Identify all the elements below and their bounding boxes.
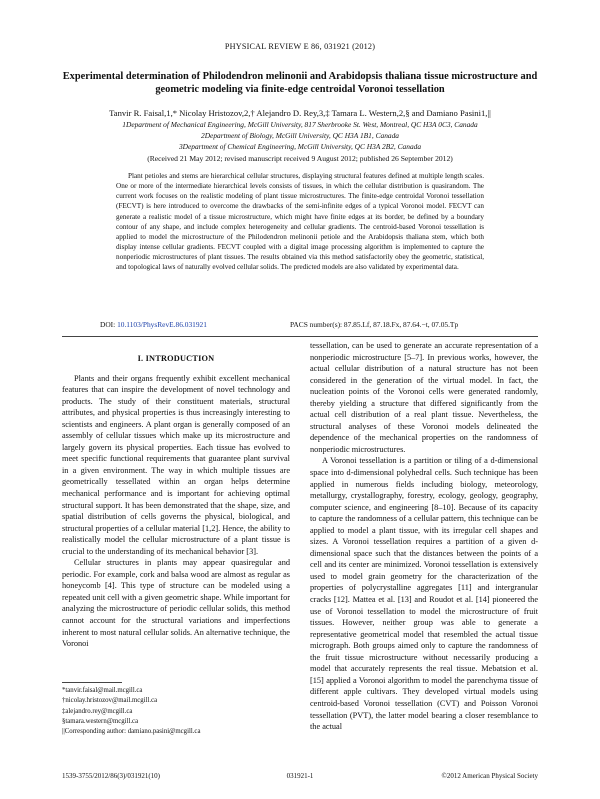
- section-heading: I. INTRODUCTION: [137, 354, 215, 363]
- affiliation-2: 2Department of Biology, McGill University, QC H3A 1B1, Canada: [201, 131, 399, 140]
- abstract: Plant petioles and stems are hierarchical cellular structures, displaying structural features defined at multiple length scales. One or more of the intermediate hierarchical levels consists of tissues, in which the cellular distribution is quasirandom. The current work focuses on the realistic modeling of plant tissue microstructures. The finite-edge centroidal Voronoi tessellation (FECVT) is here introduced to overcome the drawbacks of the semi-infinite edges of a typical Voronoi model. FECVT can generate a realistic model of a tissue microstructure, which might have finite edges at its border, be defined by a boundary contour of any shape, and include complex heterogeneity and cellular gradients. The centroid-based Voronoi tessellation is applied to model the microstructure of the Philodendron melinonii petiole and the Arabidopsis thaliana stem, which both display intense cellular gradients. FECVT coupled with a digital image processing algorithm is implemented to capture the nonperiodic microstructures of plant tissues. The results obtained via this method satisfactorily obey the geometric, statistical, and topological laws of naturally evolved cellular solids. The predicted models are also validated by experimental data.: [116, 172, 484, 272]
- footnote-email: †nicolay.hristozov@mail.mcgill.ca: [62, 697, 158, 705]
- footnote-divider: [62, 682, 122, 683]
- paper-title: Experimental determination of Philodendron melinonii and Arabidopsis thaliana tissue microstructure and geometric modeling via finite-edge centroidal Voronoi tessellation: [62, 71, 538, 95]
- footnote-email: §tamara.western@mcgill.ca: [62, 717, 139, 725]
- footnotes: [62, 686, 290, 737]
- header-divider: [62, 336, 538, 337]
- intro-paragraph-2: Cellular structures in plants may appear quasiregular and periodic. For example, cork and balsa wood are almost as regular as honeycomb [4]. This type of structure can be modeled using a repeated unit cell with a given geometric shape. While important for analyzing the microstructure of periodic cellular solids, this method cannot account for the structural variations and imperfections inherent to most natural cellular solids. An alternative technique, the Voronoi: [62, 558, 290, 649]
- doi-label: DOI:: [100, 320, 116, 329]
- intro-paragraph-4: A Voronoi tessellation is a partition or tiling of a d-dimensional space into d-dimensional polyhedral cells. Such technique has been applied in numerous fields including biology, meteorology, metallurgy, crystallography, forestry, ecology, geology, geography, computer science, and engineering [8–10]. Because of its capacity to capture the randomness of a cellular pattern, this technique can be applied to model a plant tissue, with its irregular cell shapes and sizes. A Voronoi tessellation requires a partition of a given d-dimensional space such that the distances between the points of a cell and its center are minimized. Voronoi tessellation is extensively used to model grain geometry for the characterization of the properties of polycrystalline aggregates [11] and intergranular cracks [12]. Mattea et al. [13] and Roudot et al. [14] pioneered the use of Voronoi tessellation to model the microstructure of fruit tissues. However, neither group was able to generate a representative geometrical model that resembled the actual tissue micrograph. Both groups aimed only to capture the randomness of the fruit tissue microstructure without necessarily producing a model that accurately represents the real tissue. Mebatsion et al. [15] applied a Voronoi algorithm to model the parenchyma tissue of different apple cultivars. They developed virtual models using centroid-based Voronoi tessellation (CVT) and Poisson Voronoi tessellation (PVT), the latter model bearing a closer resemblance to the actual: [310, 456, 538, 732]
- affiliation-1: 1Department of Mechanical Engineering, McGill University, 817 Sherbrooke St. West, Montreal, QC H3A 0C3, Canada: [122, 120, 478, 129]
- footnote-email: ‡alejandro.rey@mcgill.ca: [62, 707, 133, 715]
- footer-page-number: 031921-1: [286, 772, 314, 780]
- left-column: [62, 353, 290, 650]
- pacs-numbers: PACS number(s): 87.85.Lf, 87.18.Fx, 87.64.−t, 07.05.Tp: [290, 320, 459, 329]
- intro-paragraph-1: Plants and their organs frequently exhibit excellent mechanical features that can inspire the development of novel technology and products. The study of their constituent materials, structural attributes, and physical properties is thus increasingly interesting to scientists and engineers. A plant organ is generally composed of an assembly of cellular tissues which make up its microstructure and largely govern its physical properties. Each tissue has evolved to meet specific functional requirements that guarantee plant survival in a given environment. The way in which multiple tissues are geometrically tessellated within an organ helps determine mechanical performance and is important for achieving optimal structural support. It has been demonstrated that the shape, size, and spatial distribution of cells governs the physical, biological, and structural properties of a cellular material [1,2]. Hence, the ability to realistically model the cellular microstructure of a plant tissue is crucial to the understanding of its mechanical behavior [3].: [62, 373, 290, 556]
- footnote-email: *tanvir.faisal@mail.mcgill.ca: [62, 687, 143, 694]
- received-dates: (Received 21 May 2012; revised manuscript received 9 August 2012; published 26 September 2012): [147, 154, 453, 163]
- footnote-corresponding-author: ||Corresponding author: damiano.pasini@mcgill.ca: [62, 728, 201, 736]
- footer-issn: 1539-3755/2012/86(3)/031921(10): [62, 772, 160, 780]
- doi-link[interactable]: 10.1103/PhysRevE.86.031921: [117, 320, 207, 329]
- affiliation-3: 3Department of Chemical Engineering, McGill University, QC H3A 2B2, Canada: [178, 142, 422, 151]
- journal-header: PHYSICAL REVIEW E 86, 031921 (2012): [224, 42, 376, 51]
- author-list: Tanvir R. Faisal,1,* Nicolay Hristozov,2,† Alejandro D. Rey,3,‡ Tamara L. Western,2,§ and Damiano Pasini1,||: [109, 108, 491, 118]
- right-column: [310, 340, 538, 733]
- doi-line: [100, 320, 207, 329]
- footer-copyright: ©2012 American Physical Society: [441, 772, 538, 780]
- intro-paragraph-3: tessellation, can be used to generate an accurate representation of a nonperiodic microstructure [5–7]. In previous works, however, the actual cellular distribution of a natural structure has not been considered in the generation of the virtual model. In fact, the nucleation points of the Voronoi cells were generated randomly, thereby yielding a structure that differed significantly from the actual cell distribution of a real plant tissue. Nevertheless, the structural analyses of these Voronoi models delineated the dependence of the mechanical properties on the randomness of nonperiodic microstructures.: [310, 341, 538, 454]
